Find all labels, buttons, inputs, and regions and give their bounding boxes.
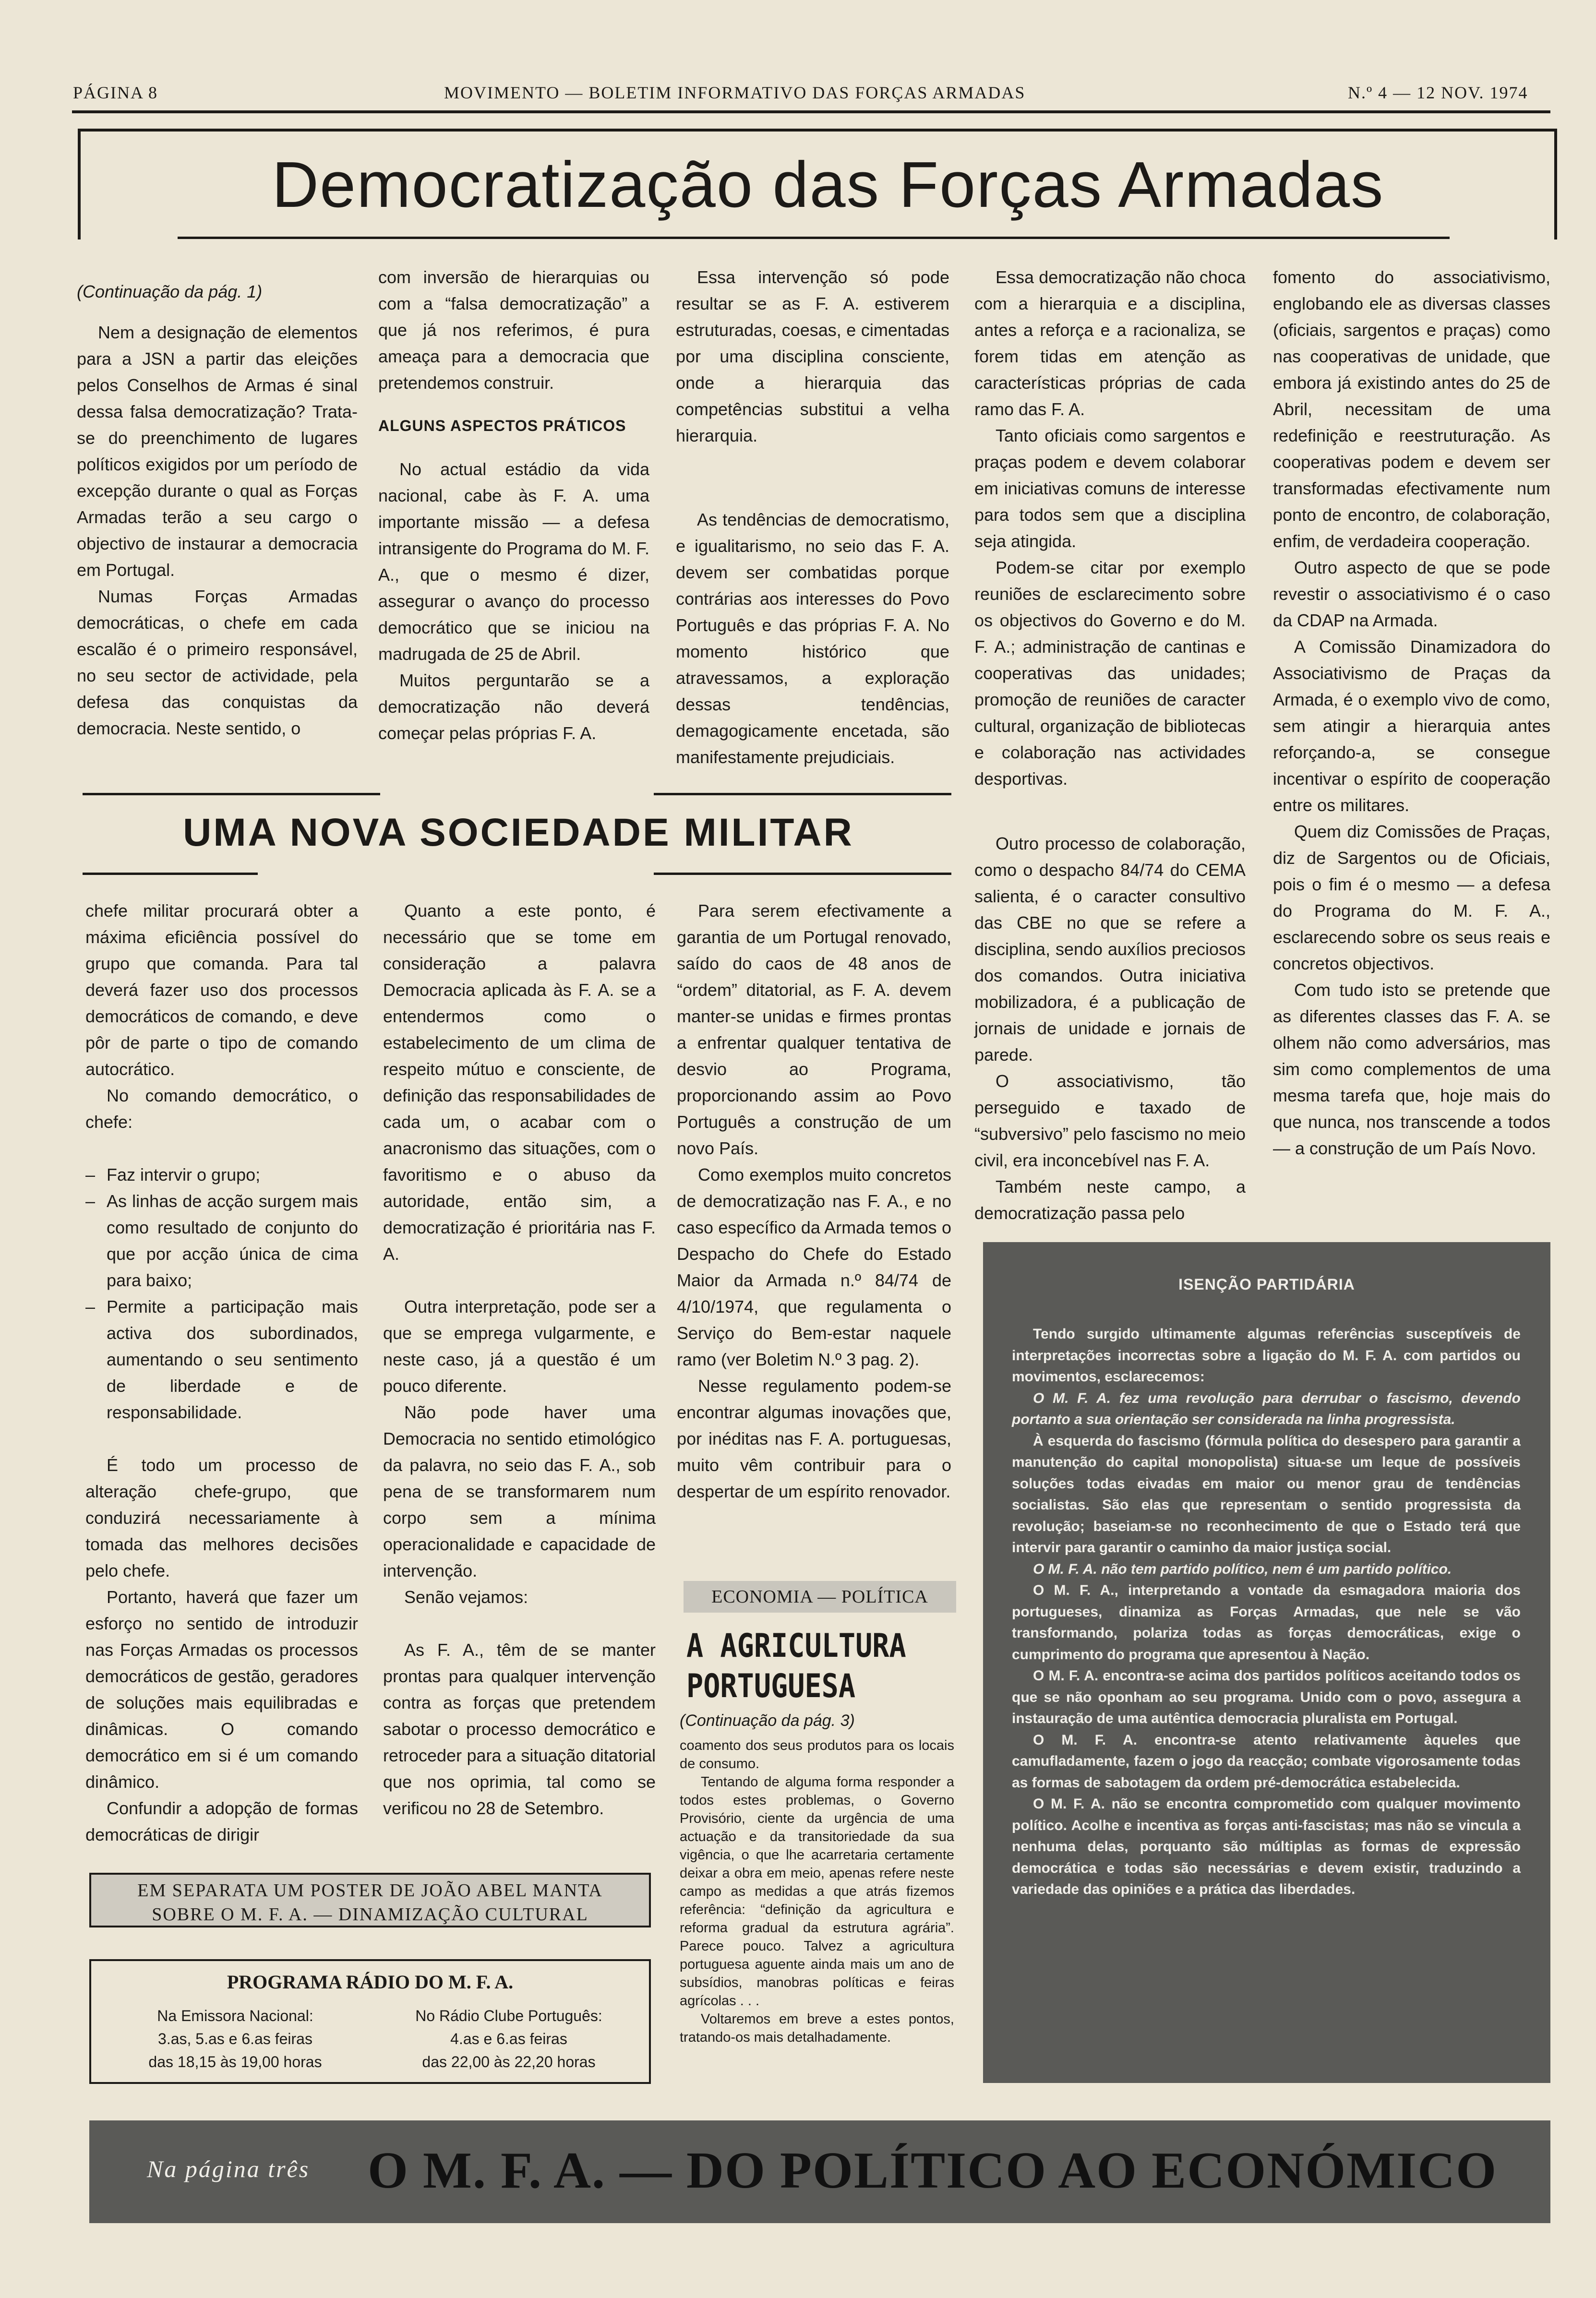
paragraph: A Comissão Dinamizadora do Associativismo de Praças da Armada, é o exemplo vivo de como, sem atingir a hierarquia antes reforçando-a, se consegue incentivar o espírito de cooperação entre os militares. bbox=[1273, 637, 1550, 815]
paragraph: Tendo surgido ultimamente algumas referências susceptíveis de interpretações incorrectas sobre a ligação do M. F. A. com partidos ou movimentos, esclarecemos: bbox=[1012, 1326, 1521, 1385]
paragraph: fomento do associativismo, englobando ele as diversas classes (oficiais, sargentos e praças) como nas cooperativas de unidade, que embora já existindo antes do 25 de Abril, necessitam de uma redefinição e reestruturação. As cooperativas podem e devem ser transformadas efectivamente num ponto de encontro, de colaboração, enfim, de verdadeira cooperação. bbox=[1273, 267, 1550, 551]
radio-box bbox=[89, 1959, 651, 2084]
paragraph: Nem a designação de elementos para a JSN a partir das eleições pelos Conselhos de Armas é sinal dessa falsa democratização? Trata-se do preenchimento de lugares políticos exigidos por um período de excepção durante o qual as Forças Armadas terão a seu cargo o objectivo de instaurar a democracia em Portugal. bbox=[77, 323, 358, 580]
paragraph: Nesse regulamento podem-se encontrar algumas inovações que, por inéditas nas F. A. portuguesas, muito vêm contribuir para o despertar de um espírito renovador. bbox=[677, 1376, 951, 1501]
radio-left bbox=[125, 2004, 346, 2073]
section-rule bbox=[83, 873, 258, 875]
poster-notice bbox=[89, 1873, 651, 1927]
mid-column-1 bbox=[85, 898, 358, 1848]
paragraph: O associativismo, tão perseguido e taxado de “subversivo” pelo fascismo no meio civil, era inconcebível nas F. A. bbox=[974, 1071, 1246, 1170]
isencao-box bbox=[983, 1242, 1550, 2083]
title-underline bbox=[178, 237, 1450, 239]
agri-title-line-2: PORTUGUESA bbox=[686, 1667, 856, 1705]
agri-continuation: (Continuação da pág. 3) bbox=[680, 1712, 855, 1730]
broadcast-hours: das 22,00 às 22,20 horas bbox=[422, 2053, 596, 2071]
continuation-note: (Continuação da pág. 1) bbox=[77, 282, 263, 301]
paragraph: Voltaremos em breve a estes pontos, tratando-os mais detalhadamente. bbox=[680, 2011, 954, 2045]
top-column-2 bbox=[378, 264, 649, 746]
station-name: Na Emissora Nacional: bbox=[157, 2007, 313, 2024]
radio-title: PROGRAMA RÁDIO DO M. F. A. bbox=[227, 1971, 514, 1993]
paragraph: O M. F. A. fez uma revolução para derrubar o fascismo, devendo portanto a sua orientação ser considerada na linha progressista. bbox=[1012, 1390, 1521, 1427]
isencao-title: ISENÇÃO PARTIDÁRIA bbox=[1178, 1276, 1355, 1293]
list-item: – Permite a participação mais activa dos subordinados, aumentando o seu sentimento de liberdade e de responsabilidade. bbox=[85, 1293, 358, 1425]
paragraph: O M. F. A. encontra-se atento relativamente àqueles que camufladamente, fazem o jogo da reacção; combate vigorosamente todas as formas de sabotagem da ordem pré-democrática estabelecida. bbox=[1012, 1732, 1521, 1791]
paragraph: Também neste campo, a democratização passa pelo bbox=[974, 1177, 1246, 1223]
page-title: Democratização das Forças Armadas bbox=[272, 148, 1384, 221]
header-rule bbox=[72, 110, 1550, 113]
paragraph: Portanto, haverá que fazer um esforço no sentido de introduzir nas Forças Armadas os processos democráticos de gestão, geradores de soluções mais equilibradas e dinâmicas. O comando democrático em si é um comando dinâmico. bbox=[85, 1587, 358, 1792]
paragraph: Outro processo de colaboração, como o despacho 84/74 do CEMA salienta, é o caracter consultivo das CBE no que se refere a disciplina, sendo auxílios preciosos dos comandos. Outra iniciativa mobilizadora, é a publicação de jornais de unidade e jornais de parede. bbox=[974, 834, 1246, 1065]
poster-line-1: EM SEPARATA UM POSTER DE JOÃO ABEL MANTA bbox=[137, 1880, 603, 1901]
section-rule bbox=[654, 873, 951, 875]
paragraph: À esquerda do fascismo (fórmula política do desespero para garantir a manutenção do capital monopolista) situa-se um leque de possíveis soluções todas eivadas em maior ou menor grau de tendências socialistas. São elas que representam o sentido progressista da revolução; baseiam-se no reconhecimento de que o Estado terá que intervir para garantir o caminho da maior justiça social. bbox=[1012, 1433, 1521, 1556]
paragraph: O M. F. A., interpretando a vontade da esmagadora maioria dos portugueses, dinamiza as Forças Armadas, que nele se vão transformando, polariza todas as forças democráticas, exige o cumprimento do programa que apresentou à Nação. bbox=[1012, 1582, 1521, 1663]
mid-column-3 bbox=[677, 898, 951, 1505]
paragraph: O M. F. A. não se encontra comprometido com qualquer movimento político. Acolhe e incentiva as forças anti-fascistas; mas não se vincula a nenhuma delas, porquanto são múltiplas as formas de expressão democrática e todas são necessárias e devem existir, traduzindo a variedade das opiniões e a prática das liberdades. bbox=[1012, 1796, 1521, 1897]
paragraph: Não pode haver uma Democracia no sentido etimológico da palavra, no seio das F. A., sob pena de se transformarem num corpo sem a mínima operacionalidade e capacidade de intervenção. bbox=[383, 1402, 656, 1580]
poster-line-2: SOBRE O M. F. A. — DINAMIZAÇÃO CULTURAL bbox=[152, 1904, 588, 1925]
section-tag: ECONOMIA — POLÍTICA bbox=[684, 1581, 956, 1613]
isencao-text bbox=[1012, 1324, 1521, 1901]
list-item: – As linhas de acção surgem mais como resultado de conjunto do que por acção única de cima para baixo; bbox=[85, 1188, 358, 1293]
paragraph: Podem-se citar por exemplo reuniões de esclarecimento sobre os objectivos do Governo e do M. F. A.; administração de cantinas e cooperativas das unidades; promoção de reuniões de caracter cultural, organização de bibliotecas e colaboração nas actividades desportivas. bbox=[974, 558, 1246, 789]
paragraph: Quem diz Comissões de Praças, diz de Sargentos ou de Oficiais, pois o fim é o mesmo — a defesa do Programa do M. F. A., esclarecendo sobre os seus reais e concretos objectivos. bbox=[1273, 822, 1550, 973]
radio-right bbox=[398, 2004, 619, 2073]
footer-left: Na página três bbox=[147, 2155, 310, 2182]
paragraph: Essa democratização não choca com a hierarquia e a disciplina, antes a reforça e a racionaliza, se forem tidas em atenção as características próprias de cada ramo das F. A. bbox=[974, 267, 1246, 419]
paragraph: chefe militar procurará obter a máxima eficiência possível do grupo que comanda. Para tal deverá fazer uso dos processos democráticos de comando, e deve pôr de parte o tipo de comando autocrático. bbox=[85, 901, 358, 1079]
broadcast-days: 3.as, 5.as e 6.as feiras bbox=[158, 2030, 312, 2047]
publication-name: MOVIMENTO — BOLETIM INFORMATIVO DAS FORÇAS ARMADAS bbox=[444, 83, 1026, 102]
list-item: – Faz intervir o grupo; bbox=[85, 1161, 358, 1188]
page-number: PÁGINA 8 bbox=[73, 83, 158, 102]
paragraph: No actual estádio da vida nacional, cabe às F. A. uma importante missão — a defesa intransigente do Programa do M. F. A., que o mesmo é dizer, assegurar o avanço do processo democrático que se iniciou na madrugada de 25 de Abril. bbox=[378, 459, 649, 664]
section-rule bbox=[654, 793, 951, 795]
paragraph: Essa intervenção só pode resultar se as F. A. estiverem estruturadas, coesas, e cimentadas por uma disciplina consciente, onde a hierarquia das competências substitui a velha hierarquia. bbox=[676, 267, 949, 445]
agri-title-line-1: A AGRICULTURA bbox=[686, 1627, 906, 1665]
broadcast-hours: das 18,15 às 19,00 horas bbox=[148, 2053, 322, 2071]
footer-banner bbox=[89, 2120, 1550, 2223]
paragraph: com inversão de hierarquias ou com a “falsa democratização” a que já nos referimos, é pura ameaça para a democracia que pretendemos construir. bbox=[378, 267, 649, 393]
paragraph: É todo um processo de alteração chefe-grupo, que conduzirá necessariamente à tomada das melhores decisões pelo chefe. bbox=[85, 1455, 358, 1580]
paragraph: Com tudo isto se pretende que as diferentes classes das F. A. se olhem não como adversários, mas sim como complementos de uma mesma tarefa que, hoje mais do que nunca, nos transcende a todos — a construção de um País Novo. bbox=[1273, 980, 1550, 1158]
issue-date: N.º 4 — 12 NOV. 1974 bbox=[1348, 83, 1528, 102]
subheading: ALGUNS ASPECTOS PRÁTICOS bbox=[378, 417, 626, 434]
mid-column-2 bbox=[383, 898, 656, 1821]
paragraph: No comando democrático, o chefe: bbox=[85, 1086, 358, 1132]
list bbox=[85, 1161, 358, 1425]
paragraph: Tanto oficiais como sargentos e praças podem e devem colaborar em iniciativas comuns de interesse para todos sem que a disciplina seja atingida. bbox=[974, 426, 1246, 551]
paragraph: Quanto a este ponto, é necessário que se tome em consideração a palavra Democracia aplicada às F. A. se a entendermos como o estabelecimento de um clima de respeito mútuo e consciente, de definição das responsabilidades de cada um, o acabar com o anacronismo das situações, com o favoritismo e o abuso da autoridade, então sim, a democratização é prioritária nas F. A. bbox=[383, 901, 656, 1264]
agri-column bbox=[680, 1736, 954, 2047]
top-column-3 bbox=[676, 264, 949, 770]
broadcast-days: 4.as e 6.as feiras bbox=[450, 2030, 567, 2047]
paragraph: Numas Forças Armadas democráticas, o chefe em cada escalão é o primeiro responsável, no seu sector de actividade, pela defesa das conquistas da democracia. Neste sentido, o bbox=[77, 586, 358, 738]
paragraph: Muitos perguntarão se a democratização não deverá começar pelas próprias F. A. bbox=[378, 670, 649, 743]
paragraph: As F. A., têm de se manter prontas para qualquer intervenção contra as forças que pretendem sabotar o processo democrático e retroceder para a situação ditatorial que nos oprimia, tal como se verificou no 28 de Setembro. bbox=[383, 1640, 656, 1818]
paragraph: O M. F. A. encontra-se acima dos partidos políticos aceitando todos os que se não oponham ao seu programa. Unido com o povo, assegura a instauração de uma autêntica democracia pluralista em Portugal. bbox=[1012, 1668, 1521, 1726]
paragraph: Senão vejamos: bbox=[404, 1587, 528, 1607]
station-name: No Rádio Clube Português: bbox=[415, 2007, 602, 2024]
section-rule bbox=[83, 793, 380, 795]
top-column-1 bbox=[77, 278, 358, 742]
paragraph: Outro aspecto de que se pode revestir o associativismo é o caso da CDAP na Armada. bbox=[1273, 558, 1550, 630]
paragraph: As tendências de democratismo, e igualitarismo, no seio das F. A. devem ser combatidas porque contrárias aos interesses do Povo Português e das próprias F. A. No momento histórico que atravessamos, a exploração dessas tendências, demagogicamente encetada, são manifestamente prejudiciais. bbox=[676, 510, 949, 767]
paragraph: coamento dos seus produtos para os locais de consumo. bbox=[680, 1738, 954, 1771]
paragraph: Tentando de alguma forma responder a todos estes problemas, o Governo Provisório, ciente da urgência de uma actuação e da transitoriedade da sua vigência, o que lhe acarretaria certamente deixar a obra em meio, apenas refere neste campo as medidas a que atrás fizemos referência: “definição da agricultura e reforma gradual da estrutura agrária”. Parece pouco. Talvez a agricultura portuguesa aguente ainda mais um ano de subsídios, manobras políticas e feiras agrícolas . . . bbox=[680, 1774, 954, 2009]
section-title: UMA NOVA SOCIEDADE MILITAR bbox=[183, 811, 854, 854]
paragraph: Outra interpretação, pode ser a que se emprega vulgarmente, e neste caso, já a questão é um pouco diferente. bbox=[383, 1297, 656, 1396]
paragraph: Como exemplos muito concretos de democratização nas F. A., e no caso específico da Armada temos o Despacho do Chefe do Estado Maior da Armada n.º 84/74 de 4/10/1974, que regulamenta o Serviço do Bem-estar naquele ramo (ver Boletim N.º 3 pag. 2). bbox=[677, 1165, 951, 1369]
paragraph: O M. F. A. não tem partido político, nem é um partido político. bbox=[1033, 1561, 1452, 1577]
paragraph: Confundir a adopção de formas democráticas de dirigir bbox=[85, 1798, 358, 1844]
footer-headline: O M. F. A. — DO POLÍTICO AO ECONÓMICO bbox=[368, 2142, 1498, 2199]
paragraph: Para serem efectivamente a garantia de um Portugal renovado, saído do caos de 48 anos de “ordem” ditatorial, as F. A. devem manter-se unidas e firmes prontas a enfrentar qualquer tentativa de desvio ao Programa, proporcionando assim ao Povo Português a construção de um novo País. bbox=[677, 901, 951, 1158]
column-4 bbox=[974, 264, 1246, 1226]
column-5 bbox=[1273, 264, 1550, 1161]
